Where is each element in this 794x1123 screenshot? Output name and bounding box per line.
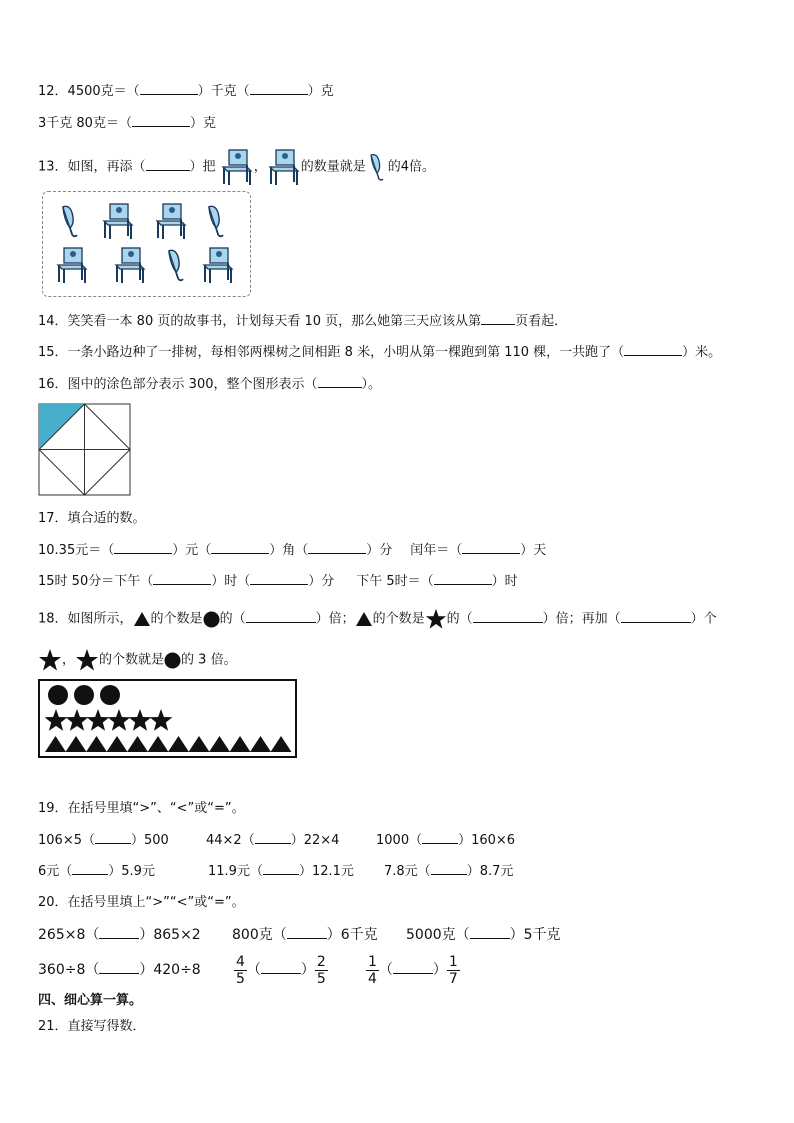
fraction: $\frac{1}{7}$ [448,953,458,987]
q18-text: 的（ [446,611,473,627]
answer-blank[interactable] [393,961,433,974]
q20-title: 20．在括号里填上“>”“<”或“=”。 [38,895,245,910]
triangle-icon [355,611,373,627]
answer-blank[interactable] [114,541,172,554]
answer-blank[interactable] [434,572,492,585]
compare-right: ）500 [130,833,169,848]
chair-icon [220,148,254,186]
answer-blank[interactable] [99,961,139,974]
q12-text-e: ）克 [189,116,216,131]
answer-blank[interactable] [255,831,291,844]
answer-blank[interactable] [287,926,327,939]
q18-text: ， [62,652,76,668]
compare-left: 7.8元（ [384,864,431,879]
q17-text: 闰年＝（ [410,543,463,558]
q12-line2 [38,114,216,133]
compare-left: 106×5（ [38,833,95,848]
q17-text: ）元（ [172,543,212,558]
q19-row2 [38,862,513,881]
q13-text-a: 13．如图，再添（ [38,159,146,175]
q17-text: ）分 [366,543,393,558]
triangle-icon [133,611,151,627]
q18-text: ）倍； [315,611,355,627]
answer-blank[interactable] [470,926,510,939]
compare-right: ）8.7元 [466,864,514,879]
circle-shape [74,685,94,705]
compare-right: ）5.9元 [108,864,155,879]
answer-blank[interactable] [462,541,520,554]
answer-blank[interactable] [132,114,190,127]
q13-text-e: 的4倍。 [387,159,436,175]
q17-text: 下午 5时＝（ [356,574,434,589]
q14-text-a: 14．笑笑看一本 80 页的故事书，计划每天看 10 页，那么她第三天应该从第 [38,314,482,329]
answer-blank[interactable] [72,862,108,875]
star-icon [75,648,99,672]
q19-title: 19．在括号里填“>”、“<”或“=”。 [38,801,245,816]
q18-text: 的个数就是 [99,652,165,668]
q18-text: ）倍；再加（ [542,611,621,627]
compare-right: ）160×6 [458,833,516,848]
q17-text: ）时 [491,574,518,589]
q18-text: 的个数是 [372,611,425,627]
q17-row1 [38,541,546,560]
answer-blank[interactable] [250,82,308,95]
compare-right: ）22×4 [290,833,340,848]
compare-right: ）420÷8 [139,962,201,978]
q12-line1 [38,82,334,101]
fraction: $\frac{2}{5}$ [316,953,326,987]
q18-text: 的 3 倍。 [181,652,237,668]
compare-left: 6元（ [38,864,73,879]
answer-blank[interactable] [473,610,543,623]
chair-icon [104,204,132,239]
chair-icon [157,204,185,239]
fraction: $\frac{4}{5}$ [236,953,245,987]
circle-icon [164,652,181,669]
compare-left: 44×2（ [206,833,255,848]
circle-shape [100,685,120,705]
q13-picture-box [42,191,251,297]
q16-text-b: ）。 [361,377,382,392]
q18-text: 18．如图所示， [38,611,133,627]
q12-text-a: 12．4500克＝（ [38,84,140,99]
umbrella-icon [63,206,77,236]
q15-text-a: 15．一条小路边种了一排树，每相邻两棵树之间相距 8 米，小明从第一棵跑到第 110 棵，一共跑了（ [38,345,625,360]
circle-icon [203,611,220,628]
compare-left: 265×8（ [38,927,100,943]
q13-text-b: ）把 [189,159,216,175]
answer-blank[interactable] [318,375,362,388]
answer-blank[interactable] [422,831,458,844]
q18-line2 [38,648,237,673]
q18-shapes-figure [38,679,298,759]
q17-text: 10.35元＝（ [38,543,115,558]
q17-text: ）天 [520,543,547,558]
answer-blank[interactable] [140,82,198,95]
q13-text-c: ， [253,159,267,175]
answer-blank[interactable] [621,610,691,623]
answer-blank[interactable] [261,961,301,974]
umbrella-icon [366,152,388,182]
shaded-square-figure [38,403,132,497]
circle-shape [48,685,68,705]
circles-row [48,685,120,705]
compare-right: ）12.1元 [298,864,354,879]
q12-text-b: ）千克（ [197,84,250,99]
q12-text-c: ）克 [307,84,334,99]
umbrella-icon [169,250,183,280]
compare-right: ）6千克 [326,927,378,943]
q14-text-b: 页看起． [515,314,568,329]
answer-blank[interactable] [308,541,366,554]
q16-line [38,375,381,394]
q17-text: ）分 [308,574,335,589]
star-icon [425,608,447,630]
compare-left: 11.9元（ [208,864,263,879]
chair-icon [204,248,232,283]
fraction: $\frac{1}{4}$ [368,953,377,987]
answer-blank[interactable] [246,610,316,623]
q17-row2 [38,572,518,591]
answer-blank[interactable] [211,541,269,554]
compare-right: ）5千克 [509,927,561,943]
q15-line [38,343,721,362]
q13-text-d: 的数量就是 [300,159,366,175]
q20-row1 [38,926,561,944]
answer-blank[interactable] [624,343,682,356]
q18-text: 的个数是 [150,611,203,627]
compare-left: 360÷8（ [38,962,100,978]
q16-text-a: 16．图中的涂色部分表示 300，整个图形表示（ [38,377,318,392]
section-heading: 四、细心算一算。 [38,993,143,1008]
q18-line1 [38,608,717,631]
q15-text-b: ）米。 [682,345,722,360]
q19-row1 [38,831,515,850]
answer-blank[interactable] [95,831,131,844]
star-icon [38,648,62,672]
chair-icon [58,248,86,283]
q12-text-d: 3千克 80克＝（ [38,116,132,131]
q13-objects [43,192,250,296]
compare-left: 5000克（ [406,927,470,943]
answer-blank[interactable] [146,158,190,171]
answer-blank[interactable] [263,862,299,875]
q18-text: 的（ [219,611,246,627]
compare-right: ）865×2 [139,927,201,943]
q17-text: 15时 50分＝下午（ [38,574,154,589]
answer-blank[interactable] [99,926,139,939]
q17-text: ）时（ [211,574,251,589]
answer-blank[interactable] [431,862,467,875]
q20-row2: 360÷8（ ）420÷8 $\frac{4}{5}$ （ ） $\frac{2}{5}$ $\frac{1}{4}$ （ ） $\frac{1}{7}$ [38,953,458,987]
compare-left: 1000（ [376,833,423,848]
q17-text: ）角（ [269,543,309,558]
answer-blank[interactable] [153,572,211,585]
answer-blank[interactable] [481,312,515,325]
answer-blank[interactable] [250,572,308,585]
q21-title: 21．直接写得数． [38,1019,146,1034]
umbrella-icon [209,206,223,236]
q14-line [38,312,567,331]
q13-line [38,148,435,186]
chair-icon [267,148,301,186]
q18-text: ）个 [690,611,717,627]
compare-left: 800克（ [232,927,287,943]
chair-icon [116,248,144,283]
q17-title: 17．填合适的数。 [38,511,146,526]
